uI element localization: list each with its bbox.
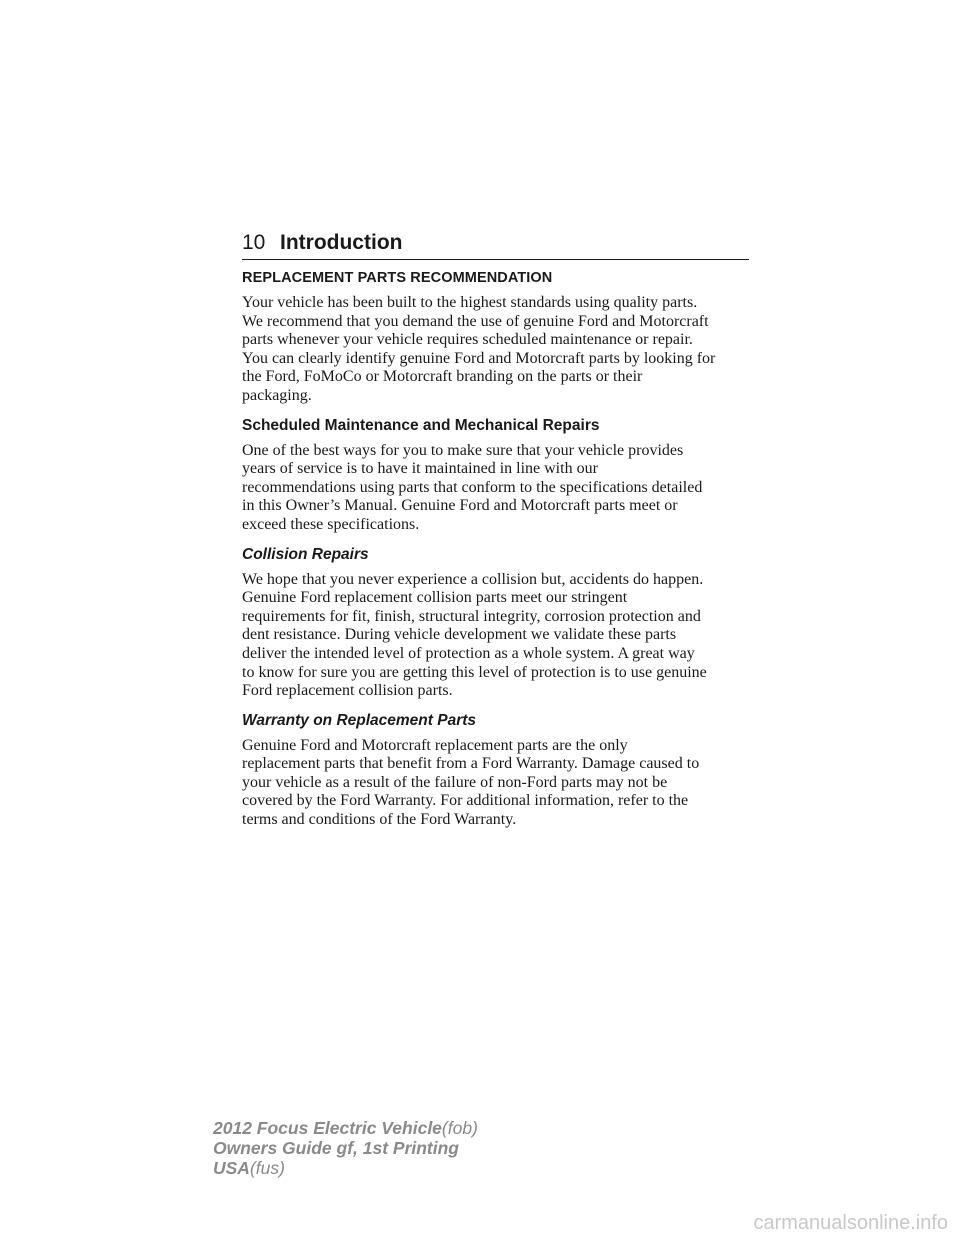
page-content <box>242 268 752 830</box>
text-line: We hope that you never experience a collision but, accidents do happen. <box>242 570 704 588</box>
heading-scheduled-maintenance: Scheduled Maintenance and Mechanical Repairs <box>242 416 600 434</box>
text-line: in this Owner’s Manual. Genuine Ford and Motorcraft parts meet or <box>242 497 678 515</box>
page-header <box>242 229 749 260</box>
heading-replacement-parts: REPLACEMENT PARTS RECOMMENDATION <box>242 270 553 286</box>
paragraph-replacement-parts <box>242 294 752 406</box>
footer-vehicle-code: (fob) <box>441 1118 478 1138</box>
heading-collision-repairs: Collision Repairs <box>242 545 369 563</box>
paragraph-warranty-replacement-parts <box>242 737 752 830</box>
document-footer <box>213 1118 478 1178</box>
text-line: Genuine Ford replacement collision parts meet our stringent <box>242 589 628 607</box>
text-line: years of service is to have it maintained in line with our <box>242 460 598 478</box>
footer-guide-name: Owners Guide gf, 1st Printing <box>213 1138 459 1158</box>
text-line: We recommend that you demand the use of genuine Ford and Motorcraft <box>242 312 709 330</box>
paragraph-collision-repairs <box>242 571 752 701</box>
text-line: replacement parts that benefit from a Ford Warranty. Damage caused to <box>242 755 700 773</box>
text-line: dent resistance. During vehicle development we validate these parts <box>242 626 677 644</box>
footer-line-guide <box>213 1138 478 1158</box>
heading-warranty-replacement-parts: Warranty on Replacement Parts <box>242 711 477 729</box>
footer-market-code: (fus) <box>249 1158 285 1178</box>
text-line: to know for sure you are getting this level of protection is to use genuine <box>242 663 707 681</box>
text-line: You can clearly identify genuine Ford and Motorcraft parts by looking for <box>242 349 716 367</box>
page-number: 10 <box>242 231 266 254</box>
text-line: parts whenever your vehicle requires scheduled maintenance or repair. <box>242 331 693 349</box>
text-line: Genuine Ford and Motorcraft replacement parts are the only <box>242 736 628 754</box>
section-title: Introduction <box>280 231 403 254</box>
footer-line-market <box>213 1158 478 1178</box>
text-line: deliver the intended level of protection as a whole system. A great way <box>242 644 695 662</box>
watermark-link[interactable]: carmanualsonline.info <box>753 1212 948 1234</box>
text-line: recommendations using parts that conform to the specifications detailed <box>242 478 703 496</box>
text-line: requirements for fit, finish, structural integrity, corrosion protection and <box>242 607 701 625</box>
footer-line-vehicle <box>213 1118 478 1138</box>
text-line: packaging. <box>242 386 312 404</box>
paragraph-scheduled-maintenance <box>242 442 752 535</box>
text-line: Your vehicle has been built to the highest standards using quality parts. <box>242 294 698 311</box>
text-line: the Ford, FoMoCo or Motorcraft branding on the parts or their <box>242 368 643 386</box>
text-line: exceed these specifications. <box>242 515 420 533</box>
text-line: your vehicle as a result of the failure of non-Ford parts may not be <box>242 773 668 791</box>
text-line: Ford replacement collision parts. <box>242 682 453 700</box>
text-line: terms and conditions of the Ford Warranty. <box>242 811 517 829</box>
footer-market: USA <box>213 1158 250 1178</box>
footer-vehicle-name: 2012 Focus Electric Vehicle <box>213 1118 442 1138</box>
text-line: covered by the Ford Warranty. For additional information, refer to the <box>242 792 689 810</box>
text-line: One of the best ways for you to make sure that your vehicle provides <box>242 441 684 459</box>
